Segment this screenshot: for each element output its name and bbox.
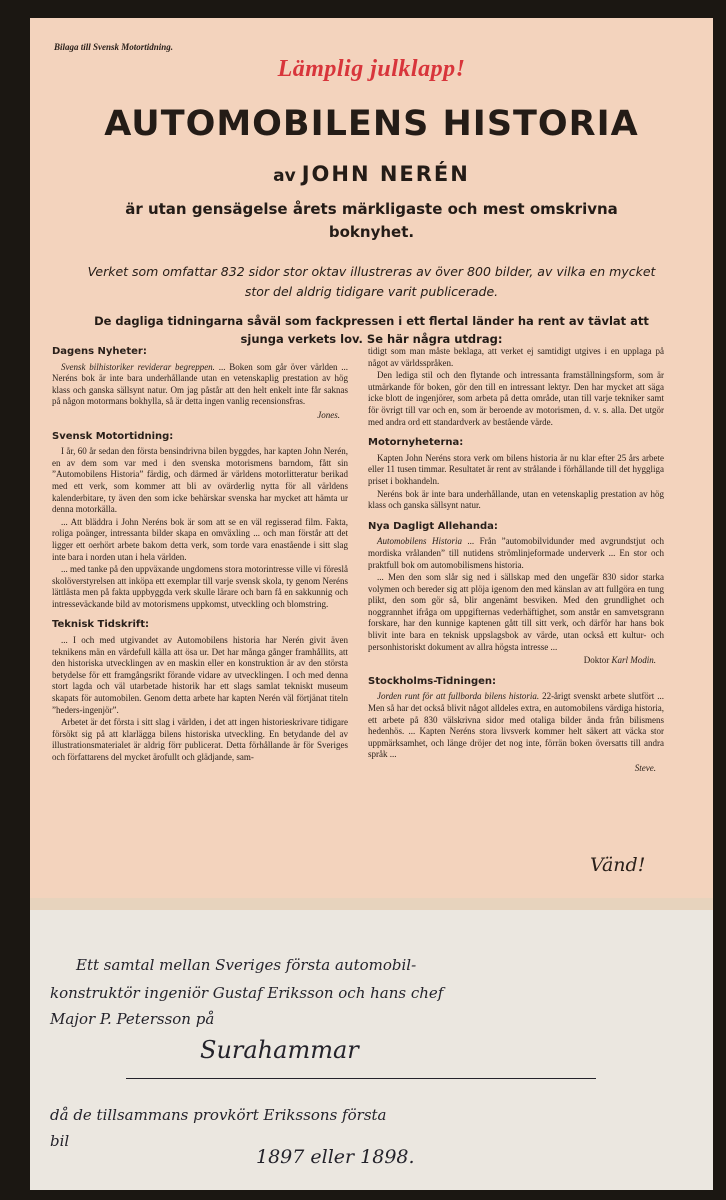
flyer (30, 18, 713, 898)
review-signature: Jones. (317, 409, 340, 420)
book-title: AUTOMOBILENS HISTORIA (104, 104, 639, 144)
note-place: Surahammar (200, 1036, 359, 1064)
book-description: Verket som omfattar 832 sidor stor oktav illustreras av över 800 bilder, av vilka en mycket stor del aldrig tidigare varit publicerade. (87, 264, 656, 299)
review-emphasis: Jorden runt för att fullborda bilens historia. (377, 691, 540, 702)
review-paragraph (52, 362, 348, 408)
review-paragraph: Arbetet är det första i sitt slag i världen, i det att ingen historieskrivare tidigare försökt sig på att klarlägga bilens historiska utveckling. En betydande del av illustrationsmaterialet är aldrig förr publicerat. Detta förhållande är för Sveriges och författarens del mycket ärofullt och glädjande, sam- (52, 717, 348, 762)
review-paragraph: Den lediga stil och den flytande och intressanta framställningsform, som är utmärkande för boken, gör den till en intressant lektyr. Den har mycket att säga icke blott de ingenjörer, som arbeta på detta område, utan till varje tekniker samt för övrigt till var och en, som är beroende av motorismen, d. v. s. alla. Det utgör med andra ord ett standardverk av bestående värde. (368, 370, 664, 427)
kicker-headline: Lämplig julklapp! (277, 56, 466, 82)
review-paragraph: tidigt som man måste beklaga, att verket ej samtidigt utgives i en upplaga på något av världsspråken. (368, 346, 664, 368)
signature-name: Karl Modin. (611, 655, 656, 666)
note-underline (126, 1078, 596, 1079)
press-intro: De dagliga tidningarna såväl som fackpressen i ett flertal länder ha rent av tävlat att sjunga verkets lov. Se här några utdrag: (94, 314, 649, 346)
review-paragraph: ... Att bläddra i John Neréns bok är som att se en väl regisserad film. Fakta, roliga poänger, intressanta bilder skapa en omväxling ... och man förstår att det ligger ett oerhört arbete bakom detta verk, som torde vara enastående i sitt slag inte bara i norden utan i hela världen. (52, 516, 348, 562)
review-paragraph: Neréns bok är inte bara underhållande, utan en vetenskaplig prestation av hög klass och ganska sällsynt natur. (368, 488, 664, 511)
review-text: 22-årigt svenskt arbete slutfört ... Men så har det också blivit något alldeles extra, en automobilens värdiga historia, ett arbete på 830 välskrivna sidor med otaliga bilder ända från bilismens hedenhös. ... Kapten Neréns stora livsverk kommer helt säkert att väcka stor uppmärksamhet, och länge dröjer det nog inte, förrän boken översatts till andra språk ... (368, 691, 664, 760)
review-source: Svensk Motortidning: (52, 430, 174, 442)
review-paragraph: I år, 60 år sedan den första bensindrivna bilen byggdes, har kapten John Nerén, en av dem som var med i den svenska motorismens barndom, fått sin ”Automobilens Historia” färdig, och därmed är världens motorlitteratur berikad med ett verk, som kommer att bli av ovärderlig nytta för all världens kalenderbitare, ty även den som icke behärskar svenska har mycket att hämta ur denna motorkälla. (52, 446, 348, 515)
review-signature (368, 655, 656, 667)
review-text: ... Från ”automobilvidunder med avgrundstjut och mordiska vrålanden” till nutidens strömlinjeformade underverk ... En stor och praktfull bok om automobilismens historia. (368, 536, 664, 570)
supplement-note: Bilaga till Svensk Motortidning. (54, 42, 174, 52)
note-line: konstruktör ingeniör Gustaf Eriksson och hans chef (50, 984, 444, 1002)
review-emphasis: Automobilens Historia (377, 536, 462, 547)
review-source: Teknisk Tidskrift: (52, 619, 150, 631)
review-source: Nya Dagligt Allehanda: (368, 520, 498, 532)
note-line: då de tillsammans provkört Erikssons första (50, 1106, 387, 1124)
review-signature: Steve. (634, 763, 656, 773)
review-paragraph: Kapten John Neréns stora verk om bilens historia är nu klar efter 25 års arbete eller 11 tusen timmar. Resultatet är rent av strålande i förhållande till det hyggliga priset i bokhandeln. (368, 452, 664, 486)
review-paragraph: ... med tanke på den uppväxande ungdomens stora motorintresse ville vi föreslå skolöverstyrelsen att inköpa ett exemplar till varje svensk skola, ty genom Neréns lättlästa men på fakta uppbyggda verk skulle lärare och barn få en sakkunnig och intresseväckande bild av motorismens uppkomst, utveckling och blomstring. (52, 564, 348, 609)
signature-prefix: Doktor (583, 655, 612, 666)
note-line: Major P. Petersson på (50, 1010, 215, 1028)
review-source: Stockholms-Tidningen: (368, 675, 497, 687)
author-prefix: av (273, 166, 296, 186)
archive-sheet (30, 18, 713, 1190)
review-column-left (52, 344, 348, 765)
review-paragraph: ... I och med utgivandet av Automobilens historia har Nerén givit även teknikens män en värdefull källa att ösa ur. Det har många gånger framhållits, att den historiska utvecklingen av en maskin eller en konstruktion är av den största betydelse för ett framgångsrikt förande vidare av utvecklingen. I och med denna stort lagda och väl utarbetade historik har ett slags samlat tekniskt museum skapats för automobilen. Genom detta arbete har kapten Nerén väl förtjänat titeln ”heders-ingenjör”. (52, 635, 348, 715)
note-line: bil (50, 1132, 70, 1150)
note-dates: 1897 eller 1898. (256, 1146, 415, 1168)
review-paragraph (368, 536, 664, 571)
review-emphasis: Svensk bilhistoriker reviderar begreppen. (61, 361, 215, 372)
note-line: Ett samtal mellan Sveriges första automobil- (76, 956, 417, 974)
review-column-right (368, 344, 664, 778)
review-source: Dagens Nyheter: (52, 346, 147, 357)
review-text: ... Boken som går över världen ... Neréns bok är inte bara underhållande utan en vetenskaplig prestation av hög klass och ganska sällsynt natur. Om jag påstår att den helt enkelt inte får saknas på någon motormans bokhylla, så är detta ingen vanlig recensionsfras. (52, 361, 348, 407)
author-line (30, 162, 713, 186)
review-paragraph (368, 691, 664, 761)
author-name: JOHN NERÉN (301, 162, 470, 186)
review-paragraph: ... Men den som slår sig ned i sällskap med den ungefär 830 sidor starka volymen och bereder sig att plöja igenom den med känslan av att fullgöra en tung plikt, den som gör så, blir angenämt besviken. Med den grundlighet och noggrannhet ifråga om uppgifternas vederhäftighet, som anstår en samvetsgrann forskare, har den kunnige kaptenen gått till sitt verk, och därför har hans bok blivit inte bara en teknisk uppslagsbok av värde, utan också ett kultur- och personhistoriskt dokument av allra högsta intresse ... (368, 572, 664, 652)
review-source: Motornyheterna: (368, 437, 464, 449)
handwritten-note (30, 910, 713, 1190)
turn-over-note: Vänd! (590, 854, 646, 876)
lead-statement: är utan gensägelse årets märkligaste och mest omskrivna boknyhet. (125, 200, 618, 241)
